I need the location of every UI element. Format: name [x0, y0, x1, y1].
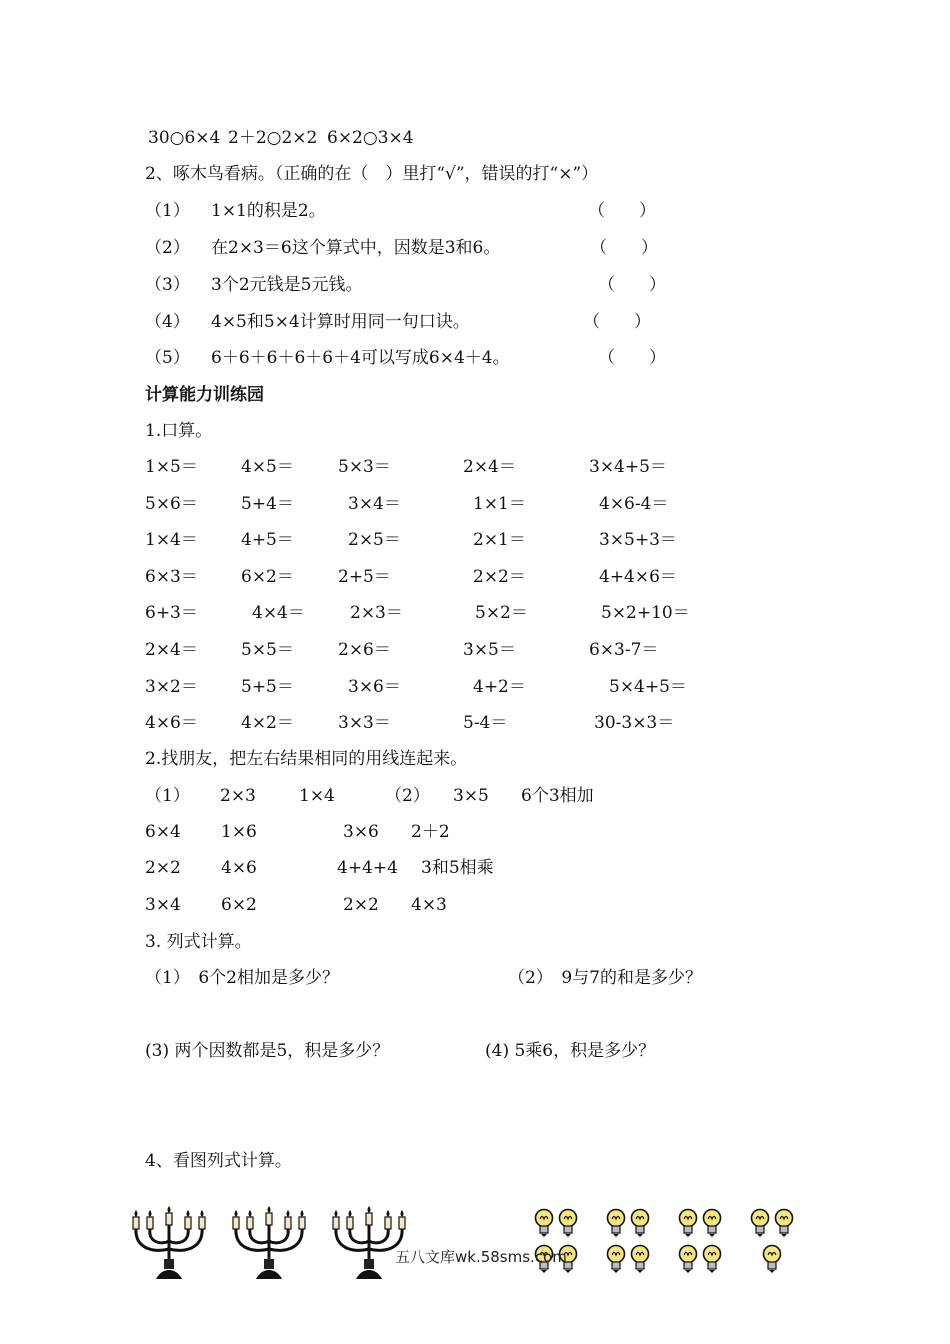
match-item: 3×5: [453, 786, 489, 806]
oral-item: 5+4＝: [241, 494, 294, 514]
match-item: 3×6: [343, 822, 379, 842]
compare-1: 30○6×4: [148, 128, 221, 148]
oral-item: 3×4+5＝: [589, 457, 667, 477]
q3-title: 3. 列式计算。: [145, 932, 252, 952]
oral-item: 3×4＝: [348, 494, 401, 514]
lightbulb-icon: [677, 1208, 699, 1238]
oral-item: 2×5＝: [348, 530, 401, 550]
oral-item: 1×4＝: [145, 530, 198, 550]
oral-item: 1×1＝: [473, 494, 526, 514]
item-text: 4×5和5×4计算时用同一句口诀。: [211, 312, 470, 332]
oral-item: 5×3＝: [338, 457, 391, 477]
q2-match-title: 2.找朋友，把左右结果相同的用线连起来。: [145, 749, 468, 769]
oral-item: 4+4×6＝: [599, 567, 677, 587]
q1-title: 1.口算。: [145, 421, 213, 441]
oral-item: 5×5＝: [241, 640, 294, 660]
oral-item: 4×2＝: [241, 713, 294, 733]
lightbulb-icon: [761, 1244, 783, 1274]
oral-item: 2×6＝: [338, 640, 391, 660]
item-num: （5）: [145, 348, 190, 368]
lightbulb-icon: [749, 1208, 771, 1238]
oral-item: 5×6＝: [145, 494, 198, 514]
match-item: 2＋2: [411, 822, 450, 842]
item-num: （3）: [145, 275, 190, 295]
item-num: （1）: [145, 201, 190, 221]
candelabra-icon: [328, 1205, 410, 1285]
lightbulb-icon: [629, 1244, 651, 1274]
oral-item: 4+2＝: [473, 677, 526, 697]
item-text: 1×1的积是2。: [211, 201, 326, 221]
match-item: 2×2: [343, 895, 379, 915]
oral-item: 4×6-4＝: [599, 494, 669, 514]
q3-part-4: (4) 5乘6，积是多少？: [485, 1041, 656, 1061]
oral-item: 5×2＝: [475, 603, 528, 623]
candelabra-icon: [128, 1205, 210, 1285]
match-item: 6个3相加: [521, 786, 594, 806]
candelabra-icon: [228, 1205, 310, 1285]
oral-item: 5-4＝: [463, 713, 508, 733]
match-item: 1×6: [221, 822, 257, 842]
oral-item: 4×6＝: [145, 713, 198, 733]
oral-item: 3×5＝: [463, 640, 516, 660]
item-num: （2）: [145, 238, 190, 258]
oral-item: 6×3＝: [145, 567, 198, 587]
answer-blank[interactable]: （ ）: [598, 348, 666, 368]
match-label-1: （1）: [145, 786, 190, 806]
match-item: 4×6: [221, 858, 257, 878]
q3-part-3: (3) 两个因数都是5，积是多少？: [145, 1041, 390, 1061]
lightbulb-icon: [557, 1208, 579, 1238]
oral-item: 6×2＝: [241, 567, 294, 587]
oral-item: 3×2＝: [145, 677, 198, 697]
oral-item: 2×4＝: [145, 640, 198, 660]
oral-item: 3×3＝: [338, 713, 391, 733]
oral-item: 2+5＝: [338, 567, 391, 587]
oral-item: 6×3-7＝: [589, 640, 659, 660]
match-item: 2×2: [145, 858, 181, 878]
answer-blank[interactable]: （ ）: [590, 238, 658, 258]
oral-item: 1×5＝: [145, 457, 198, 477]
watermark: 五八文库wk.58sms.com: [395, 1248, 567, 1266]
compare-3: 6×2○3×4: [327, 128, 414, 148]
oral-item: 4×4＝: [252, 603, 305, 623]
oral-item: 4+5＝: [241, 530, 294, 550]
lightbulb-icon: [605, 1208, 627, 1238]
lightbulb-icon: [701, 1208, 723, 1238]
item-text: 在2×3＝6这个算式中，因数是3和6。: [211, 238, 501, 258]
q3-part-2: （2） 9与7的和是多少？: [508, 968, 702, 988]
match-item: 3和5相乘: [421, 858, 494, 878]
lightbulb-icon: [533, 1208, 555, 1238]
item-text: 3个2元钱是5元钱。: [211, 275, 363, 295]
oral-item: 30-3×3＝: [594, 713, 675, 733]
match-label-2: （2）: [385, 786, 430, 806]
lightbulb-icon: [701, 1244, 723, 1274]
item-num: （4）: [145, 312, 190, 332]
compare-2: 2＋2○2×2: [228, 128, 318, 148]
match-item: 2×3: [220, 786, 256, 806]
oral-item: 3×5+3＝: [599, 530, 677, 550]
answer-blank[interactable]: （ ）: [598, 275, 666, 295]
oral-item: 6+3＝: [145, 603, 198, 623]
item-text: 6＋6＋6＋6＋6＋4可以写成6×4＋4。: [211, 348, 510, 368]
oral-item: 4×5＝: [241, 457, 294, 477]
oral-item: 2×2＝: [473, 567, 526, 587]
match-item: 6×4: [145, 822, 181, 842]
lightbulb-icon: [629, 1208, 651, 1238]
oral-item: 3×6＝: [348, 677, 401, 697]
section-heading: 计算能力训练园: [145, 385, 264, 405]
match-item: 4+4+4: [337, 858, 398, 878]
q2-title: 2、啄木鸟看病。（正确的在（ ）里打“√”，错误的打“×”）: [145, 164, 599, 184]
oral-item: 2×4＝: [463, 457, 516, 477]
answer-blank[interactable]: （ ）: [583, 312, 651, 332]
lightbulb-icon: [773, 1208, 795, 1238]
oral-item: 5×2+10＝: [601, 603, 690, 623]
oral-item: 5×4+5＝: [609, 677, 687, 697]
match-item: 6×2: [221, 895, 257, 915]
lightbulb-icon: [677, 1244, 699, 1274]
match-item: 4×3: [411, 895, 447, 915]
answer-blank[interactable]: （ ）: [588, 201, 656, 221]
oral-item: 2×1＝: [473, 530, 526, 550]
lightbulb-icon: [605, 1244, 627, 1274]
oral-item: 5+5＝: [241, 677, 294, 697]
q4-title: 4、看图列式计算。: [145, 1151, 292, 1171]
q3-part-1: （1） 6个2相加是多少？: [145, 968, 339, 988]
oral-item: 2×3＝: [350, 603, 403, 623]
match-item: 3×4: [145, 895, 181, 915]
match-item: 1×4: [299, 786, 335, 806]
